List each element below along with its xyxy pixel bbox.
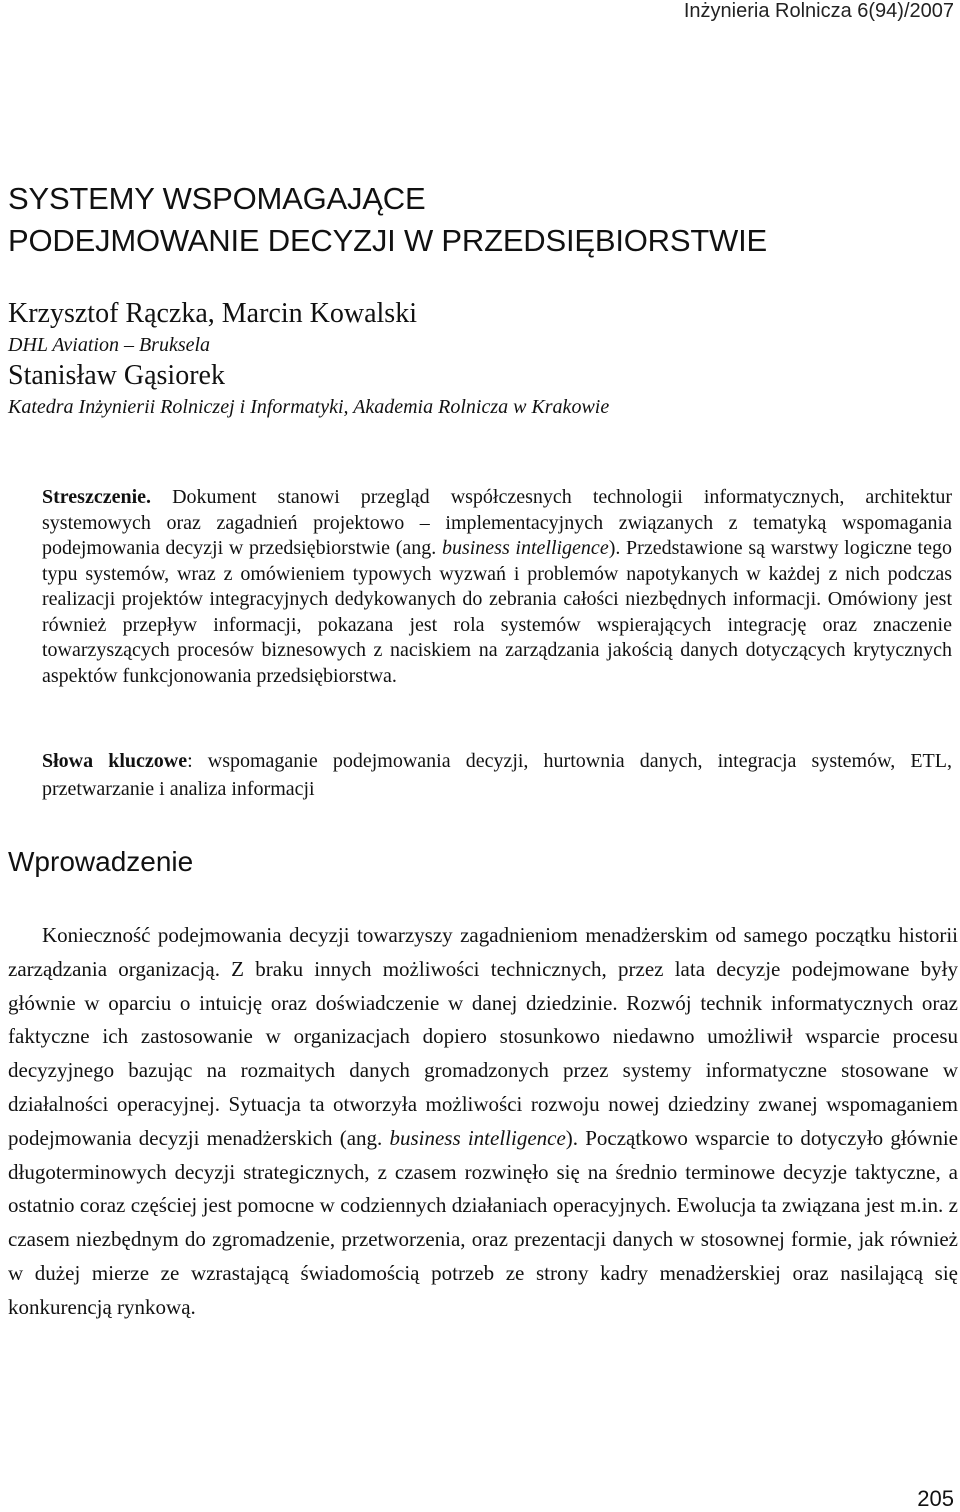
abstract-label: Streszczenie.: [42, 486, 152, 508]
authors-block: [8, 296, 948, 420]
intro-paragraph: [8, 919, 958, 1325]
affiliation-1: DHL Aviation – Bruksela: [8, 334, 211, 356]
title-line-1: SYSTEMY WSPOMAGAJĄCE: [8, 181, 426, 216]
intro-text-1: Konieczność podejmowania decyzji towarzyszy zagadnieniom menadżerskim od samego początku historii zarządzania organizacją. Z braku innych możliwości technicznych, przez lata decyzje podejmowane były głównie w oparciu o intuicję oraz doświadczenie w danej dziedzinie. Rozwój technik informatycznych oraz faktyczne ich zastosowanie w organizacjach dopiero stosunkowo niedawno umożliwił wsparcie procesu decyzyjnego bazując na rozmaitych danych gromadzonych przez systemy informatyczne stosowane w działalności operacyjnej. Sytuacja ta otworzyła możliwości rozwoju nowej dziedziny zwanej wspomaganiem podejmowania decyzji menadżerskich (ang.: [8, 923, 958, 1150]
title-line-2: PODEJMOWANIE DECYZJI W PRZEDSIĘBIORSTWIE: [8, 223, 768, 258]
author-name-2: Stanisław Gąsiorek: [8, 360, 225, 391]
abstract-text-1: Dokument stanowi przegląd współczesnych technologii informatycznych, architektur systemowych oraz zagadnień projektowo – implementacyjnych związanych z tematyką wspomagania podejmowania decyzji w przedsiębiorstwie (ang.: [42, 486, 952, 559]
keywords: [42, 747, 952, 803]
affiliation-2: Katedra Inżynierii Rolniczej i Informatyki, Akademia Rolnicza w Krakowie: [8, 396, 610, 418]
section-heading: Wprowadzenie: [8, 846, 194, 877]
keywords-label: Słowa kluczowe: [42, 750, 188, 772]
abstract: [42, 485, 952, 689]
author-names-1: Krzysztof Rączka, Marcin Kowalski: [8, 298, 417, 329]
page-number: 205: [917, 1486, 954, 1511]
keywords-text: : wspomaganie podejmowania decyzji, hurtownia danych, integracja systemów, ETL, przetwarzanie i analiza informacji: [42, 750, 952, 800]
abstract-term: business intelligence: [441, 537, 609, 559]
intro-term: business intelligence: [389, 1125, 566, 1150]
paper-title: [8, 178, 948, 262]
abstract-text-2: ). Przedstawione są warstwy logiczne tego typu systemów, wraz z omówieniem typowych wyzwań i problemów napotykanych w każdej z nich podczas realizacji projektów integracyjnych dedykowanych do zebrania całości niezbędnych informacji. Omówiony jest również przepływ informacji, pokazana jest rola systemów wspierających integrację oraz znaczenie towarzyszących procesów biznesowych z naciskiem na zarządzania jakością danych dotyczących krytycznych aspektów funkcjonowania przedsiębiorstwa.: [42, 537, 952, 687]
journal-header: Inżynieria Rolnicza 6(94)/2007: [683, 0, 954, 22]
intro-text-2: ). Początkowo wsparcie to dotyczyło głównie długoterminowych decyzji strategicznych, z czasem rozwinęło się na średnio terminowe decyzje taktyczne, a ostatnio coraz częściej jest pomocne w codziennych działaniach operacyjnych. Ewolucja ta związana jest m.in. z czasem niezbędnym do zgromadzenie, przetworzenia, oraz prezentacji danych w stosownej formie, jak również w dużej mierze ze wzrastającą świadomością potrzeb ze strony kadry menadżerskiej oraz nasilającą się konkurencją rynkową.: [8, 1125, 958, 1319]
